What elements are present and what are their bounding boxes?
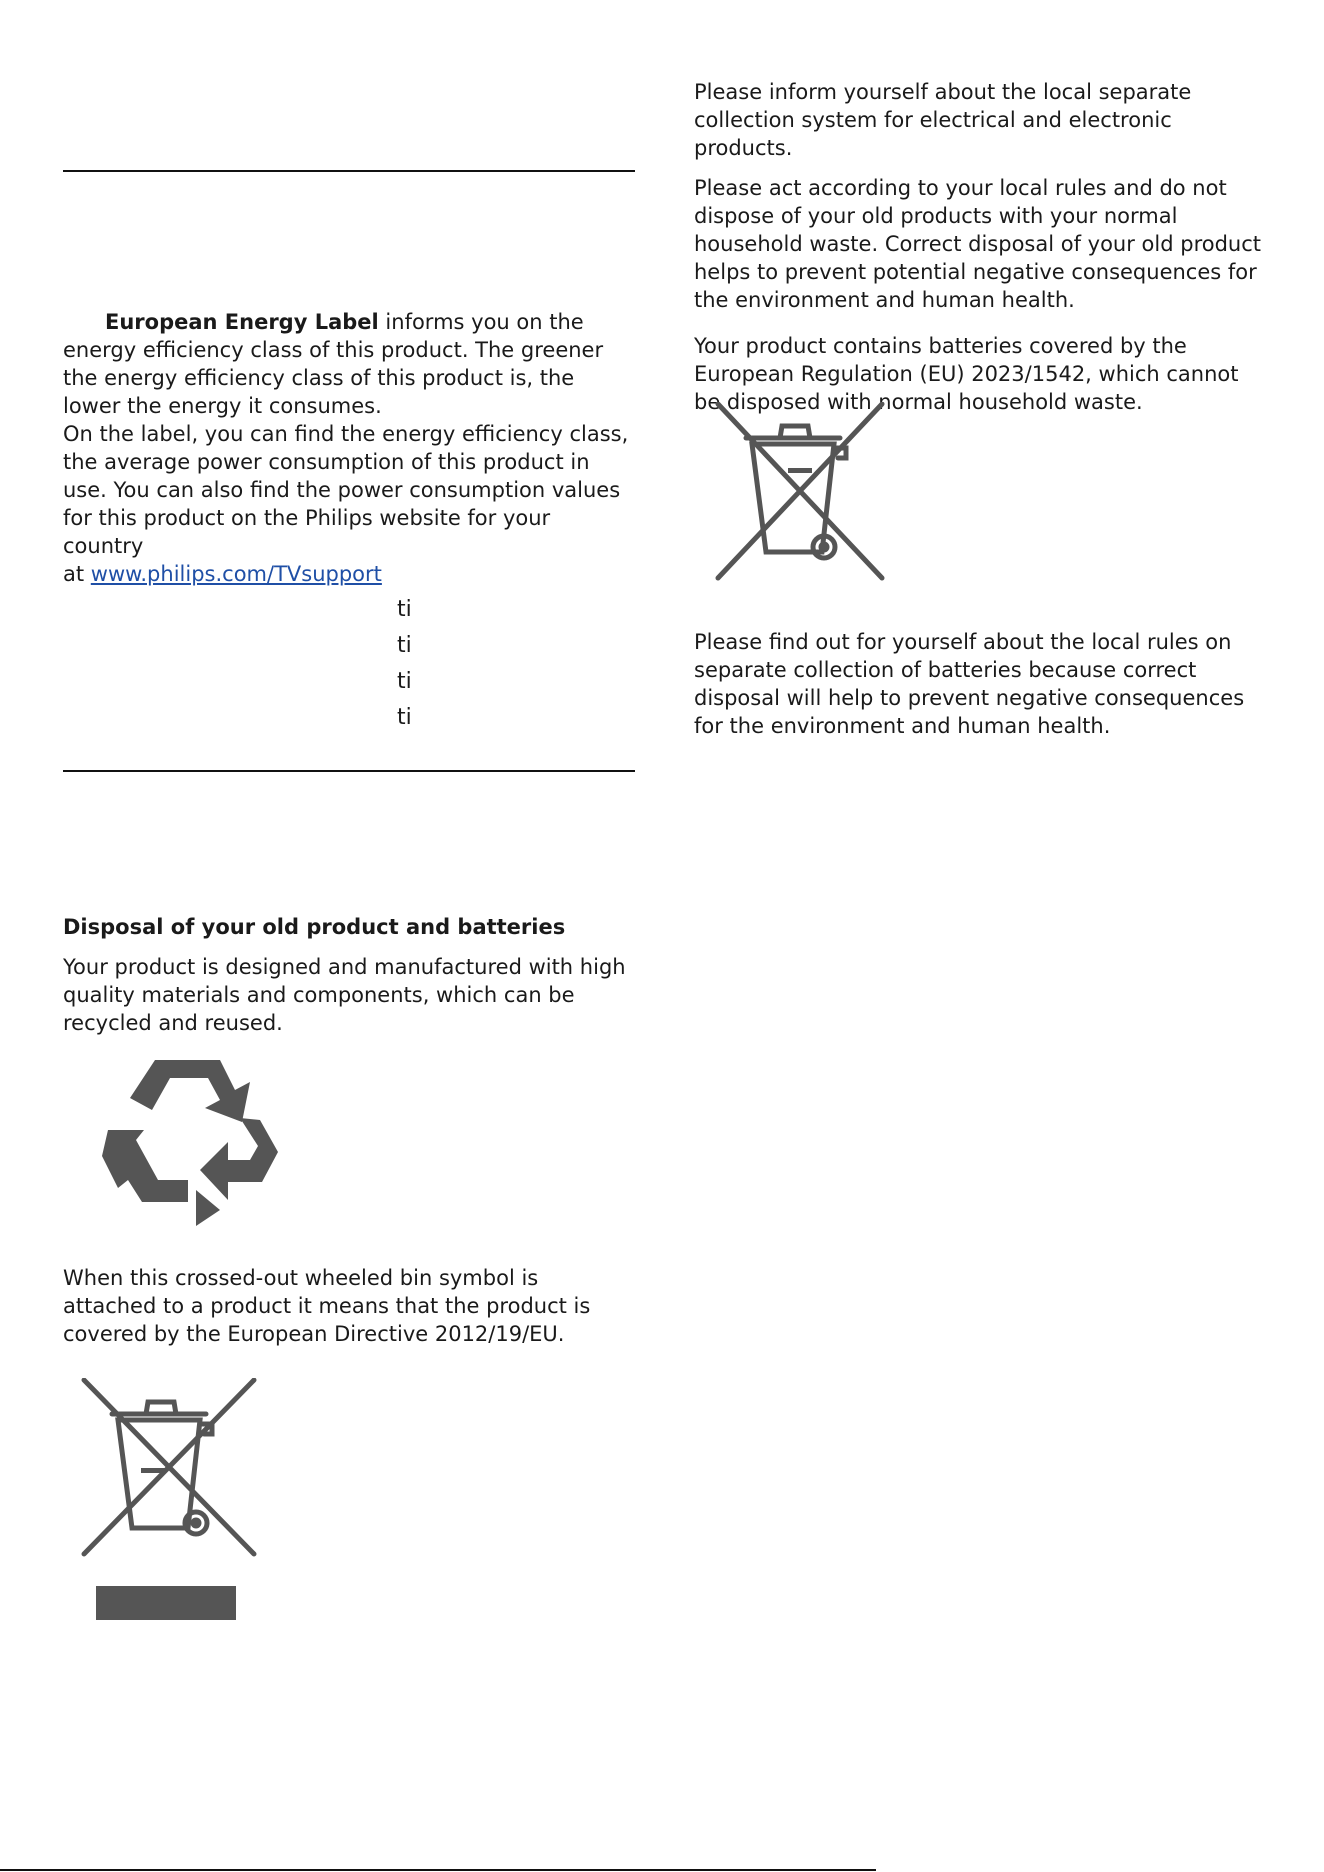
energy-label-lead: European Energy Label	[105, 310, 379, 334]
crossed-out-wheeled-bin-icon	[78, 1378, 258, 1628]
bin-paragraph: When this crossed-out wheeled bin symbol is attached to a product it means that the product is covered by the European Directive 2012/19/EU.	[63, 1266, 591, 1346]
top-rule	[63, 170, 635, 172]
energy-label-text: informs you on the energy efficiency class of this product. The greener the energy efficiency class of this product is, the lower the energy it consumes.	[63, 310, 604, 418]
right-paragraph-4: Please find out for yourself about the local rules on separate collection of batteries because correct disposal will help to prevent negative consequences for the environment and human health.	[694, 630, 1245, 738]
energy-label-paragraph-2	[63, 420, 635, 560]
disposal-heading: Disposal of your old product and batteries	[63, 915, 566, 939]
disposal-paragraph-1: Your product is designed and manufactured with high quality materials and components, which can be recycled and reused.	[63, 955, 626, 1035]
right-paragraph-1: Please inform yourself about the local separate collection system for electrical and electronic products.	[694, 80, 1192, 160]
link-prefix: at	[63, 562, 91, 586]
energy-label-text-2: On the label, you can find the energy efficiency class, the average power consumption of this product in use. You can also find the power consumption values for this product on the Philips website for your country	[63, 422, 629, 558]
glyph-line: ti	[397, 633, 412, 658]
glyph-line: ti	[397, 597, 412, 622]
right-paragraph-3: Your product contains batteries covered by the European Regulation (EU) 2023/1542, which cannot be disposed with normal household waste.	[694, 334, 1239, 414]
glyph-line: ti	[397, 669, 412, 694]
energy-label-section	[63, 308, 635, 588]
crossed-out-wheeled-bin-icon	[712, 402, 892, 582]
right-paragraph-2: Please act according to your local rules and do not dispose of your old products with your normal household waste. Correct disposal of your old product helps to prevent potential negative consequences for the environment and human health.	[694, 176, 1262, 312]
recycle-icon	[100, 1060, 278, 1226]
glyph-line: ti	[397, 705, 412, 730]
energy-label-link-line	[63, 560, 635, 588]
middle-rule	[63, 770, 635, 772]
bottom-rule	[0, 1869, 876, 1871]
energy-label-paragraph	[63, 308, 635, 420]
philips-support-link[interactable]: www.philips.com/TVsupport	[90, 562, 382, 586]
right-column	[694, 78, 1266, 416]
disposal-section	[63, 913, 635, 1037]
